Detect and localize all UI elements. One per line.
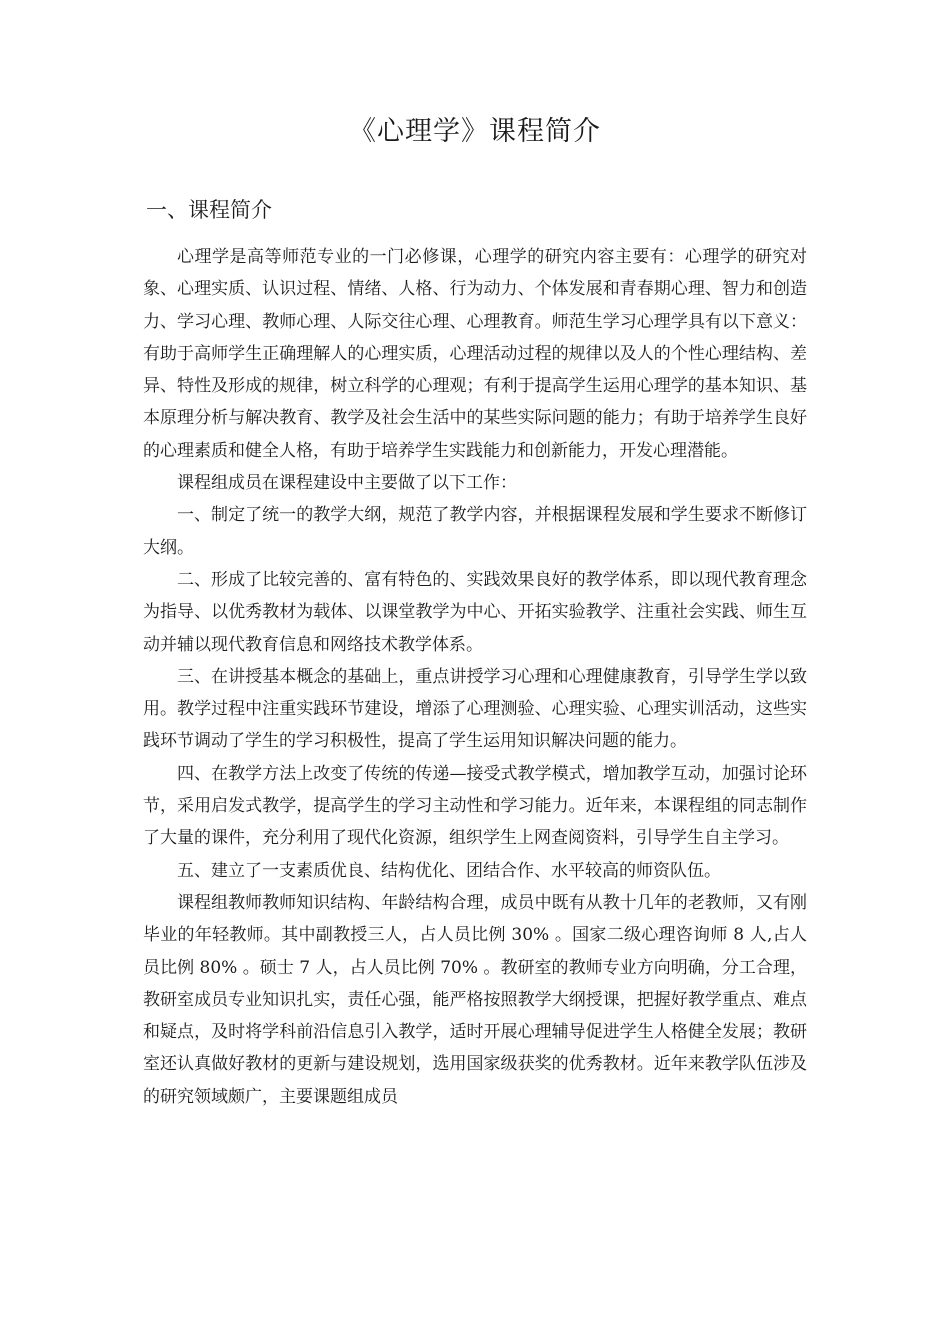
paragraph-work-summary: 课程组成员在课程建设中主要做了以下工作： [177, 473, 517, 494]
body-text [143, 241, 807, 1113]
paragraph-faculty: 课程组教师教师知识结构、年龄结构合理，成员中既有从教十几年的老教师，又有刚毕业的年轻教师。其中副教授三人，占人员比例 30% 。国家二级心理咨询师 8 人,占人员比例 80% 。硕士 7 人，占人员比例 70% 。教研室的教师专业方向明确，分工合理，教研室成员专业知识扎实，责任心强，能严格按照教学大纲授课，把握好教学重点、难点和疑点，及时将学科前沿信息引入教学，适时开展心理辅导促进学生人格健全发展；教研室还认真做好教材的更新与建设规划，选用国家级获奖的优秀教材。近年来教学队伍涉及的研究领域颇广，主要课题组成员 [143, 892, 807, 1107]
paragraph-item-5: 五、建立了一支素质优良、结构优化、团结合作、水平较高的师资队伍。 [177, 860, 721, 881]
section-heading: 一、课程简介 [146, 198, 272, 222]
paragraph-item-4: 四、在教学方法上改变了传统的传递—接受式教学模式，增加教学互动，加强讨论环节，采用启发式教学，提高学生的学习主动性和学习能力。近年来，本课程组的同志制作了大量的课件，充分利用了现代化资源，组织学生上网查阅资料，引导学生自主学习。 [143, 763, 807, 849]
paragraph-item-3: 三、在讲授基本概念的基础上，重点讲授学习心理和心理健康教育，引导学生学以致用。教学过程中注重实践环节建设，增添了心理测验、心理实验、心理实训活动，这些实践环节调动了学生的学习积极性，提高了学生运用知识解决问题的能力。 [143, 666, 807, 752]
paragraph-item-1: 一、制定了统一的教学大纲，规范了教学内容，并根据课程发展和学生要求不断修订大纲。 [143, 505, 807, 558]
document-title: 《心理学》课程简介 [349, 116, 601, 147]
paragraph-intro: 心理学是高等师范专业的一门必修课，心理学的研究内容主要有：心理学的研究对象、心理实质、认识过程、情绪、人格、行为动力、个体发展和青春期心理、智力和创造力、学习心理、教师心理、人际交往心理、心理教育。师范生学习心理学具有以下意义：有助于高师学生正确理解人的心理实质，心理活动过程的规律以及人的个性心理结构、差异、特性及形成的规律，树立科学的心理观；有利于提高学生运用心理学的基本知识、基本原理分析与解决教育、教学及社会生活中的某些实际问题的能力；有助于培养学生良好的心理素质和健全人格，有助于培养学生实践能力和创新能力，开发心理潜能。 [143, 247, 807, 461]
paragraph-item-2: 二、形成了比较完善的、富有特色的、实践效果良好的教学体系，即以现代教育理念为指导、以优秀教材为载体、以课堂教学为中心、开拓实验教学、注重社会实践、师生互动并辅以现代教育信息和网络技术教学体系。 [143, 569, 807, 655]
